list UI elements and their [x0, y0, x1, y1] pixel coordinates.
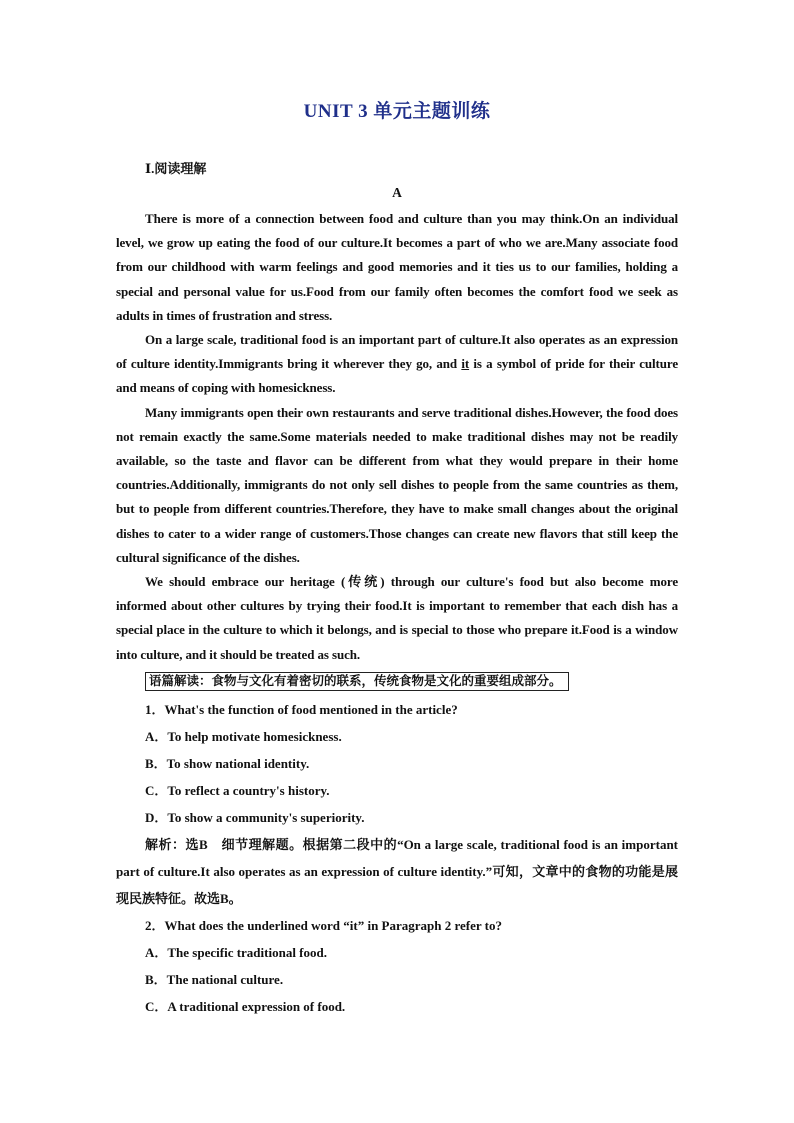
- paragraph-3: Many immigrants open their own restaurants and serve traditional dishes.However, the food does not remain exactly the same.Some materials needed to make traditional dishes may not be readily available, so the taste and flavor can be different from what they would prepare in their home countries.Additionally, immigrants do not only sell dishes to people from the same countries as them, but to people from different countries.Therefore, they have to make small changes about the original dishes to cater to a wider range of customers.Those changes can create new flavors that still keep the cultural significance of the dishes.: [116, 404, 678, 565]
- question-2-option-a: A．The specific traditional food.: [145, 944, 327, 960]
- section-heading: Ⅰ.阅读理解: [145, 161, 207, 176]
- question-1-option-b: B．To show national identity.: [145, 755, 310, 771]
- passage-summary-box: 语篇解读：食物与文化有着密切的联系，传统食物是文化的重要组成部分。: [145, 672, 569, 691]
- question-1-option-a: A．To help motivate homesickness.: [145, 728, 342, 744]
- question-2-stem: 2．What does the underlined word “it” in Paragraph 2 refer to?: [145, 917, 503, 933]
- question-2-option-c: C．A traditional expression of food.: [145, 998, 346, 1014]
- paragraph-1: There is more of a connection between food and culture than you may think.On an individual level, we grow up eating the food of our culture.It becomes a part of who we are.Many associate food from our childhood with warm feelings and good memories and it ties us to our families, holding a special and personal value for us.Food from our family often becomes the comfort food we seek as adults in times of frustration and stress.: [116, 211, 678, 323]
- question-1-analysis: 解析：选B 细节理解题。根据第二段中的“On a large scale, traditional food is an important part of culture.It also operates as an expression of culture identity.”可知，文章中的食物的功能是展现民族特征。故选B。: [116, 836, 678, 906]
- passage-letter: A: [392, 185, 402, 200]
- underlined-word: it: [461, 356, 470, 372]
- paragraph-2: [116, 328, 678, 401]
- paragraph-2-part-b: is a symbol of pride for their culture and means of coping with homesickness.: [116, 356, 678, 396]
- passage-body: [116, 207, 678, 1020]
- question-1-stem: 1．What's the function of food mentioned in the article?: [145, 701, 458, 717]
- paragraph-4: We should embrace our heritage (传统) through our culture's food but also become more informed about other cultures by trying their food.It is important to remember that each dish has a special place in the culture to which it belongs, and is special to those who prepare it.Food is a window into culture, and it should be treated as such.: [116, 574, 678, 662]
- question-1-option-c: C．To reflect a country's history.: [145, 782, 330, 798]
- page-title: UNIT 3 单元主题训练: [303, 101, 491, 122]
- paragraph-2-part-a: On a large scale, traditional food is an important part of culture.It also operates as an expression of culture identity.Immigrants bring it wherever they go, and: [116, 332, 678, 372]
- question-2-option-b: B．The national culture.: [145, 971, 284, 987]
- question-1-option-d: D．To show a community's superiority.: [145, 809, 365, 825]
